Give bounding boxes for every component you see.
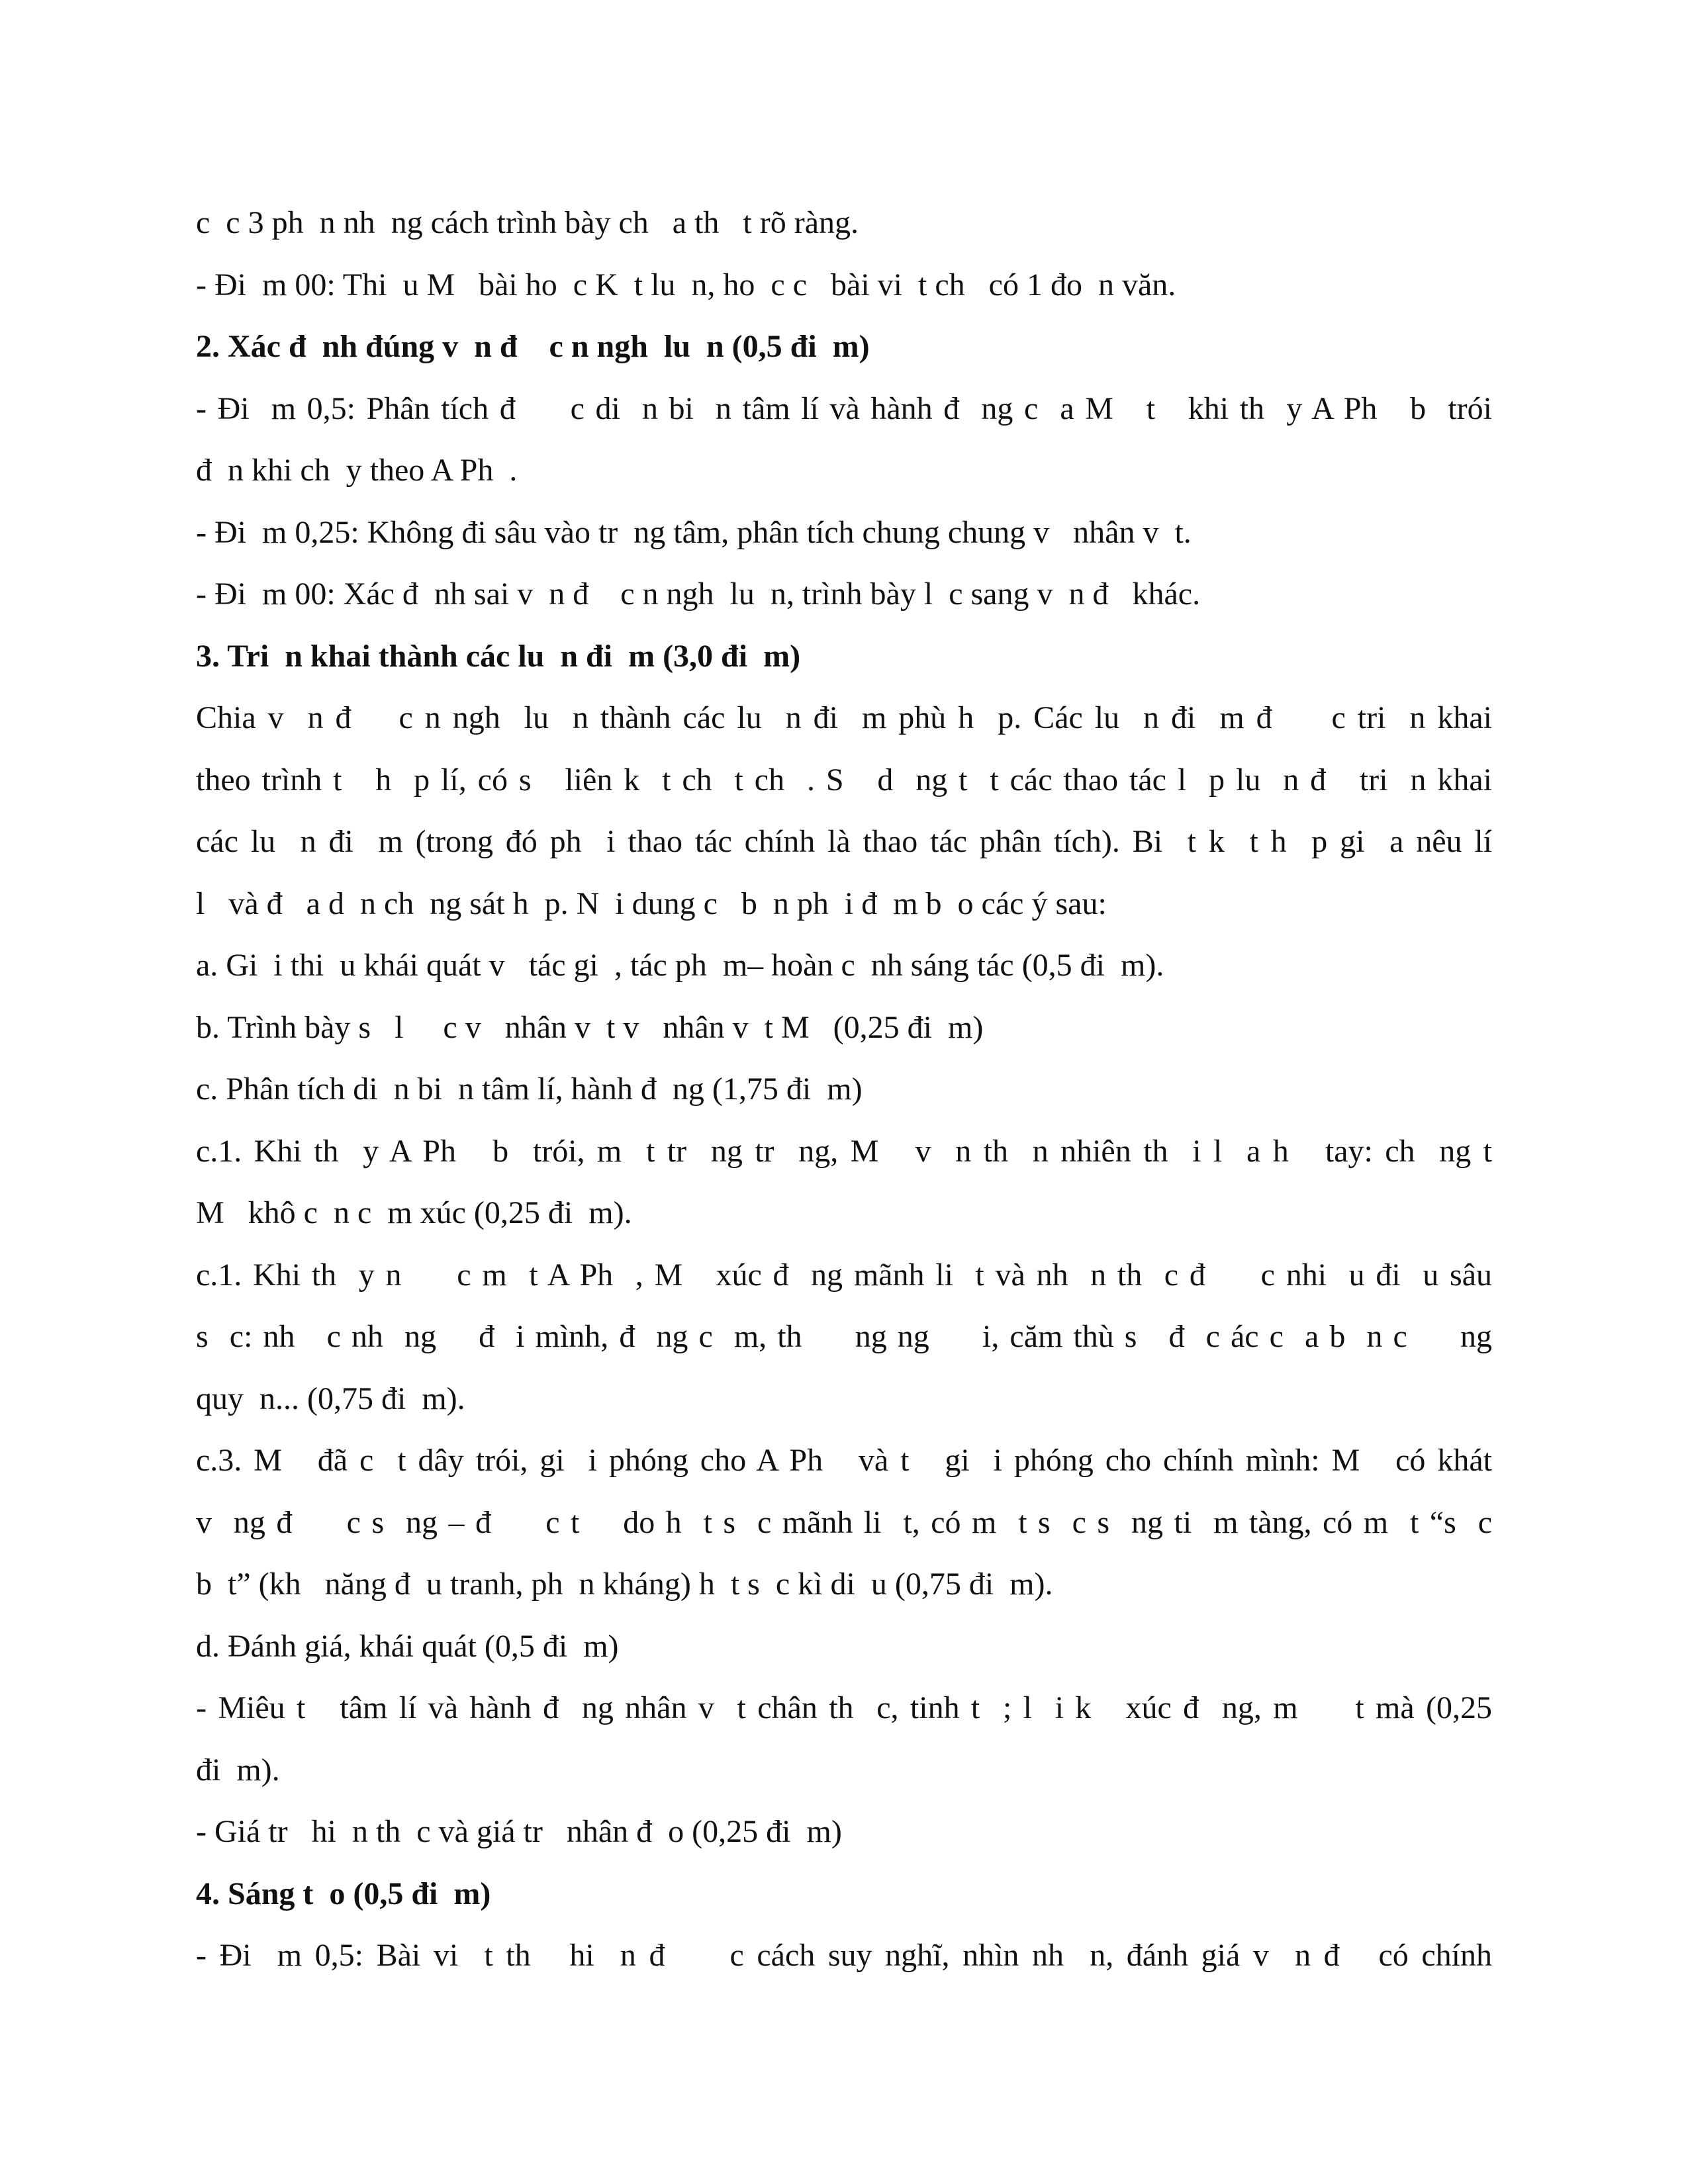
text-line: s c: nh c nh ng đ i mình, đ ng c m, th ng ng i, căm thù s đ c ác c a b n c ng (196, 1319, 1492, 1354)
text-line: d. Đánh giá, khái quát (0,5 đi m) (196, 1628, 619, 1664)
document-body (196, 192, 1492, 1987)
text-line: c.1. Khi th y A Ph b trói, m t tr ng tr ng, M v n th n nhiên th i l a h tay: ch ng t (196, 1133, 1492, 1169)
text-line: - Miêu t tâm lí và hành đ ng nhân v t chân th c, tinh t ; l i k xúc đ ng, m t mà (0,25 (196, 1690, 1492, 1725)
text-line: b t” (kh năng đ u tranh, ph n kháng) h t s c kì di u (0,75 đi m). (196, 1567, 1053, 1602)
text-line: - Đi m 00: Thi u M bài ho c K t lu n, ho c c bài vi t ch có 1 đo n văn. (196, 267, 1176, 302)
text-line: M khô c n c m xúc (0,25 đi m). (196, 1195, 632, 1230)
text-line: a. Gi i thi u khái quát v tác gi , tác ph m– hoàn c nh sáng tác (0,5 đi m). (196, 948, 1164, 983)
text-line: l và đ a d n ch ng sát h p. N i dung c b n ph i đ m b o các ý sau: (196, 886, 1107, 921)
text-line: theo trình t h p lí, có s liên k t ch t ch . S d ng t t các thao tác l p lu n đ tri n khai (196, 762, 1492, 797)
section-heading: 4. Sáng t o (0,5 đi m) (196, 1876, 491, 1911)
text-line: - Đi m 0,5: Phân tích đ c di n bi n tâm lí và hành đ ng c a M t khi th y A Ph b trói (196, 390, 1492, 426)
text-line: - Đi m 0,25: Không đi sâu vào tr ng tâm, phân tích chung chung v nhân v t. (196, 514, 1192, 550)
text-line: v ng đ c s ng – đ c t do h t s c mãnh li t, có m t s c s ng ti m tàng, có m t “s c (196, 1504, 1492, 1540)
text-line: c.3. M đã c t dây trói, gi i phóng cho A Ph và t gi i phóng cho chính mình: M có khát (196, 1443, 1492, 1478)
text-line: c.1. Khi th y n c m t A Ph , M xúc đ ng mãnh li t và nh n th c đ c nhi u đi u sâu (196, 1257, 1492, 1293)
text-line: Chia v n đ c n ngh lu n thành các lu n đi m phù h p. Các lu n đi m đ c tri n khai (196, 700, 1492, 735)
text-line: c c 3 ph n nh ng cách trình bày ch a th t rõ ràng. (196, 205, 859, 240)
text-line: đi m). (196, 1752, 280, 1788)
text-line: b. Trình bày s l c v nhân v t v nhân v t M (0,25 đi m) (196, 1009, 984, 1045)
text-line: đ n khi ch y theo A Ph . (196, 453, 518, 488)
text-line: - Đi m 0,5: Bài vi t th hi n đ c cách suy nghĩ, nhìn nh n, đánh giá v n đ có chính (196, 1938, 1492, 1973)
text-line: - Giá tr hi n th c và giá tr nhân đ o (0,25 đi m) (196, 1814, 842, 1849)
text-line: các lu n đi m (trong đó ph i thao tác chính là thao tác phân tích). Bi t k t h p gi a nêu lí (196, 824, 1492, 859)
text-line: c. Phân tích di n bi n tâm lí, hành đ ng (1,75 đi m) (196, 1071, 863, 1107)
text-line: quy n... (0,75 đi m). (196, 1381, 465, 1416)
section-heading: 2. Xác đ nh đúng v n đ c n ngh lu n (0,5 đi m) (196, 329, 870, 364)
section-heading: 3. Tri n khai thành các lu n đi m (3,0 đi m) (196, 638, 801, 674)
text-line: - Đi m 00: Xác đ nh sai v n đ c n ngh lu n, trình bày l c sang v n đ khác. (196, 576, 1201, 612)
